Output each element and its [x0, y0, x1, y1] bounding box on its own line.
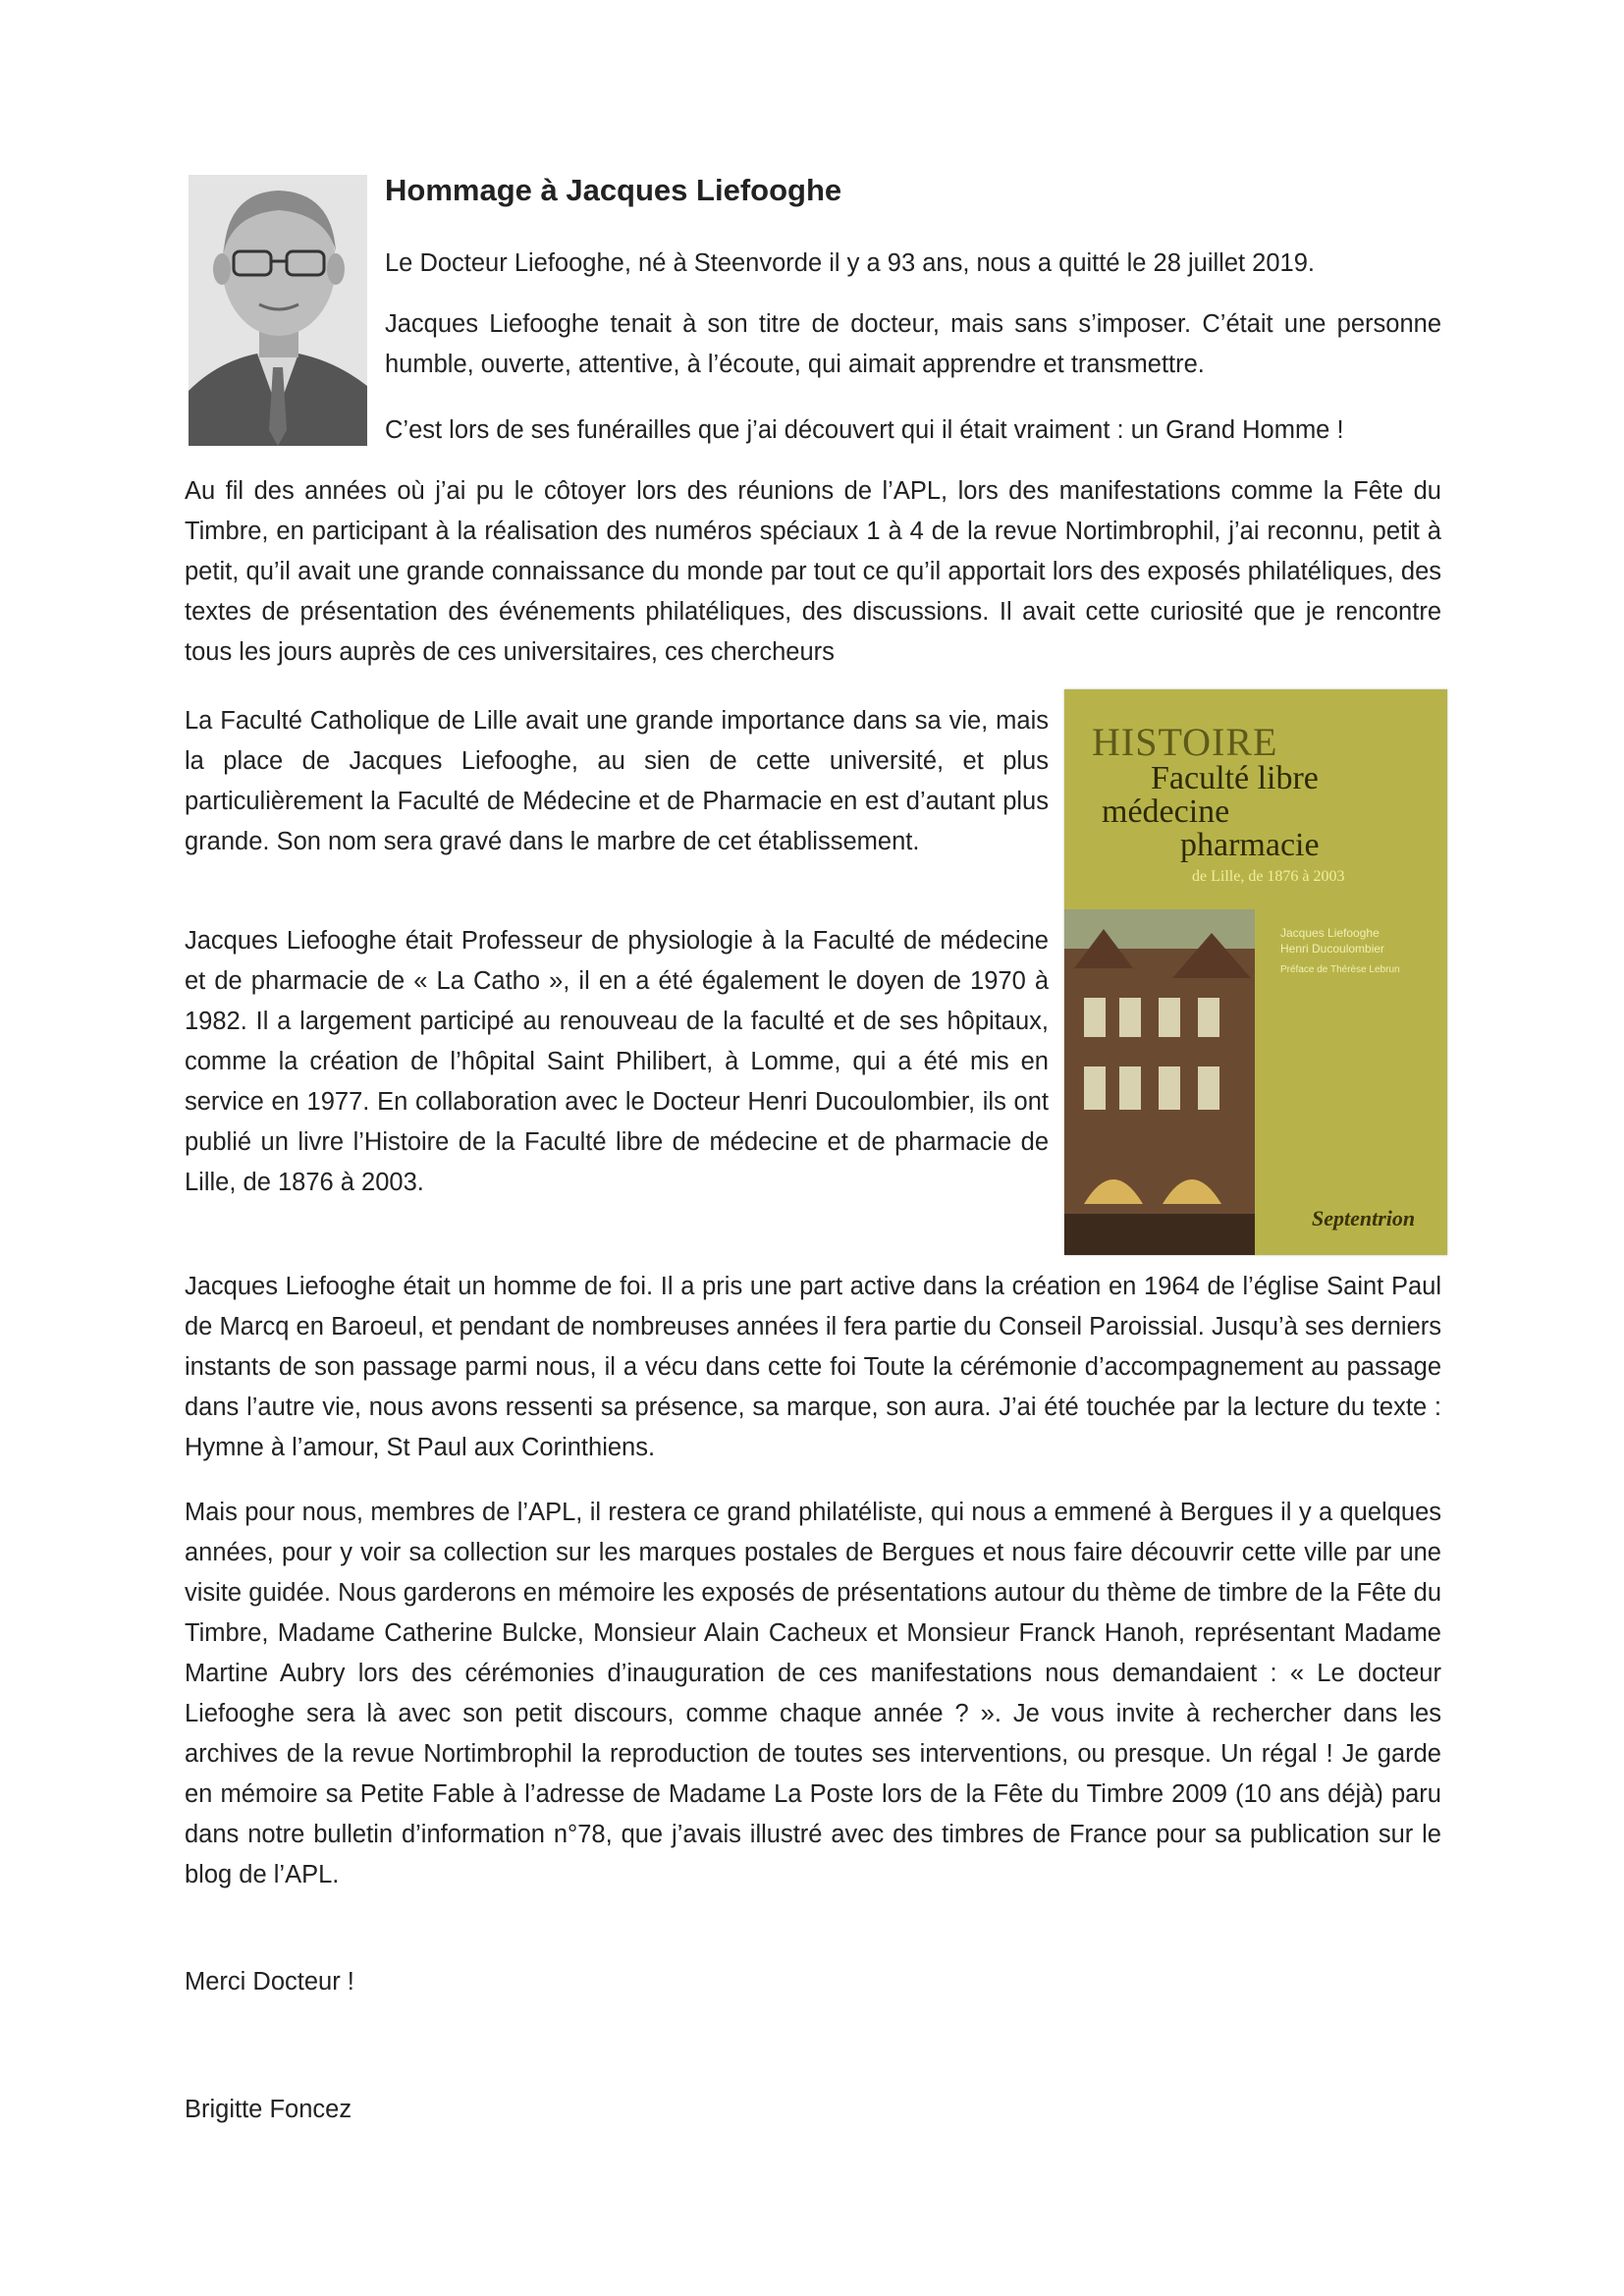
book-title: HISTOIRE: [1092, 720, 1278, 764]
book-publisher: Septentrion: [1312, 1206, 1416, 1230]
intro-paragraph-2: Jacques Liefooghe tenait à son titre de docteur, mais sans s’imposer. C’était une personne humble, ouverte, attentive, à l’écoute, qui aimait apprendre et transmettre.: [385, 310, 1441, 378]
paragraph-philateliste: Mais pour nous, membres de l’APL, il restera ce grand philatéliste, qui nous a emmené à Bergues il y a quelques années, pour y voir sa collection sur les marques postales de Bergues et nous faire découvrir cette ville par une visite guidée. Nous garderons en mémoire les exposés de présentations autour du thème de timbre de la Fête du Timbre, Madame Catherine Bulcke, Monsieur Alain Cacheux et Monsieur Franck Hanoh, représentant Madame Martine Aubry lors des cérémonies d’inauguration de ces manifestations nous demandaient : « Le docteur Liefooghe sera là avec son petit discours, comme chaque année ? ». Je vous invite à rechercher dans les archives de la revue Nortimbrophil la reproduction de toutes ses interventions, ou presque. Un régal ! Je garde en mémoire sa Petite Fable à l’adresse de Madame La Poste lors de la Fête du Timbre 2009 (10 ans déjà) paru dans notre bulletin d’information n°78, que j’avais illustré avec des timbres de France pour sa publication sur le blog de l’APL.: [185, 1499, 1441, 1888]
book-preface: Préface de Thérèse Lebrun: [1280, 964, 1400, 975]
signature: Brigitte Foncez: [185, 2096, 352, 2123]
paragraph-faculte-catholique: La Faculté Catholique de Lille avait une grande importance dans sa vie, mais la place de Jacques Liefooghe, au sien de cette université, et plus particulièrement la Faculté de Médecine et de Pharmacie en est d’autant plus grande. Son nom sera gravé dans le marbre de cet établissement.: [185, 707, 1049, 855]
portrait-photo: [189, 175, 367, 446]
intro-paragraph-1: Le Docteur Liefooghe, né à Steenvorde il y a 93 ans, nous a quitté le 28 juillet 2019.: [385, 249, 1315, 277]
portrait-illustration: [189, 175, 367, 446]
closing-thanks: Merci Docteur !: [185, 1968, 354, 1995]
book-subtitle-1: Faculté libre: [1151, 760, 1319, 796]
intro-paragraph-3: C’est lors de ses funérailles que j’ai découvert qui il était vraiment : un Grand Homme !: [385, 416, 1344, 444]
book-building-photo: [1064, 909, 1255, 1255]
paragraph-professeur: Jacques Liefooghe était Professeur de physiologie à la Faculté de médecine et de pharmacie de « La Catho », il en a été également le doyen de 1970 à 1982. Il a largement participé au renouveau de la faculté et de ses hôpitaux, comme la création de l’hôpital Saint Philibert, à Lomme, qui a été mis en service en 1977. En collaboration avec le Docteur Henri Ducoulombier, ils ont publié un livre l’Histoire de la Faculté libre de médecine et de pharmacie de Lille, de 1876 à 2003.: [185, 927, 1049, 1196]
book-cover-image: [1064, 689, 1447, 1255]
book-dates: de Lille, de 1876 à 2003: [1192, 868, 1345, 885]
book-authors: Jacques Liefooghe Henri Ducoulombier: [1280, 926, 1385, 956]
paragraph-foi: Jacques Liefooghe était un homme de foi. Il a pris une part active dans la création en 1964 de l’église Saint Paul de Marcq en Baroeul, et pendant de nombreuses années il fera partie du Conseil Paroissial. Jusqu’à ses derniers instants de son passage parmi nous, il a vécu dans cette foi Toute la cérémonie d’accompagnement au passage dans l’autre vie, nous avons ressenti sa présence, sa marque, son aura. J’ai été touchée par la lecture du texte : Hymne à l’amour, St Paul aux Corinthiens.: [185, 1273, 1441, 1461]
page-title: Hommage à Jacques Liefooghe: [385, 173, 842, 207]
book-subtitle-2: médecine: [1102, 793, 1230, 830]
book-subtitle-3: pharmacie: [1180, 827, 1320, 863]
paragraph-apl-memories: Au fil des années où j’ai pu le côtoyer lors des réunions de l’APL, lors des manifestations comme la Fête du Timbre, en participant à la réalisation des numéros spéciaux 1 à 4 de la revue Nortimbrophil, j’ai reconnu, petit à petit, qu’il avait une grande connaissance du monde par tout ce qu’il apportait lors des exposés philatéliques, des textes de présentation des événements philatéliques, des discussions. Il avait cette curiosité que je rencontre tous les jours auprès de ces universitaires, ces chercheurs: [185, 477, 1441, 666]
